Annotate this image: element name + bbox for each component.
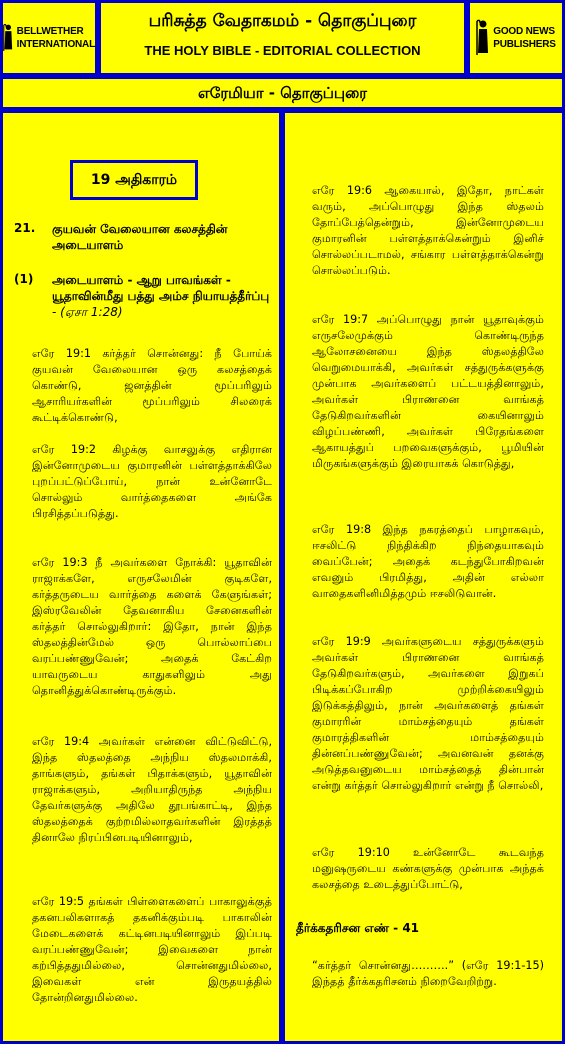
subsection-title	[52, 272, 272, 320]
verse-paragraph: எரே 19:6 ஆகையால், இதோ, நாட்கள் வரும், அப்பொழுது இந்த ஸ்தலம் தோப்பேத்தென்றும், இன்னோமுடைய குமாரனின் பள்ளத்தாக்கென்றும் இனிச் சொல்லப்படாமல், சங்கார பள்ளத்தாக்கென்று சொல்லப்படும்.	[312, 184, 544, 277]
book-title-strip	[0, 76, 565, 110]
logo-line-1: BELLWETHER	[16, 26, 84, 37]
verse-paragraph: எரே 19:7 அப்பொழுது நான் யூதாவுக்கும் எருசலேமுக்கும் கொண்டிருந்த ஆலோசனையை இந்த ஸ்தலத்திலே வெறுமையாக்கி, அவர்கள் சத்துருக்களுக்கு முன்பாக அவர்களைப் பட்டயத்தினாலும், அவர்கள் பிராணனை வாங்கத் தேடுகிறவர்களின் கையினாலும் விழப்பண்ணி, அவர்கள் பிரேதங்களை ஆகாயத்துப் பறவைகளுக்கும், பூமியின் மிருகங்களுக்கும் இரையாகக் கொடுத்து,	[312, 313, 544, 470]
subsection-number: (1)	[14, 272, 34, 286]
chapter-label: 19 அதிகாரம்	[70, 160, 198, 200]
header-title-english: THE HOLY BIBLE - EDITORIAL COLLECTION	[144, 43, 421, 58]
verse-paragraph: எரே 19:5 தங்கள் பிள்ளைகளைப் பாகாலுக்குத் தகனபலிகளாகத் தகனிக்கும்படி பாகாலின் மேடைகளைக் கட்டினபடியினாலும் இப்படி வரப்பண்ணுவேன்; இவைகளை நான் கற்பித்ததுமில்லை, சொன்னதுமில்லை, இவைகள் என் இருதயத்தில் தோன்றினதுமில்லை.	[32, 895, 272, 1004]
header-title-tamil: பரிசுத்த வேதாகமம் - தொகுப்புரை	[148, 11, 417, 31]
prophecy-text: “கர்த்தர் சொன்னது……….” (எரே 19:1-15) இந்தத் தீர்க்கதரிசனம் நிறைவேறிற்று.	[312, 959, 544, 988]
shepherd-logo-icon	[3, 19, 14, 57]
verse-paragraph: எரே 19:9 அவர்களுடைய சத்துருக்களும் அவர்கள் பிராணனை வாங்கத் தேடுகிறவர்களும், அவர்களை இறுகப் பிடிக்கப்போகிற முற்றிக்கையிலும் இடுக்கத்திலும், நான் அவர்களைத் தங்கள் குமாரரின் மாம்சத்தையும் தங்கள் குமாரத்திகளின் மாம்சத்தையும் தின்னப்பண்ணுவேன்; அவனவன் தனக்கு அடுத்தவனுடைய மாம்சத்தைத் தின்பான் என்று கர்த்தர் சொல்லுகிறார் என்று நீ சொல்லி,	[312, 635, 544, 792]
verse-paragraph: எரே 19:3 நீ அவர்களை நோக்கி: யூதாவின் ராஜாக்களே, எருசலேமின் குடிகளே, கர்த்தருடைய வார்த்தை களைக் கேளுங்கள்; இஸ்ரவேலின் தேவனாகிய சேனைகளின் கர்த்தர் சொல்லுகிறார்: இதோ, நான் இந்த ஸ்தலத்தின்மேல் ஒரு பொல்லாப்பை வரப்பண்ணுவேன்; அதைக் கேட்கிற யாவருடைய காதுகளிலும் அது தொனித்துக்கொண்டிருக்கும்.	[32, 556, 272, 697]
verse-paragraph: எரே 19:8 இந்த நகரத்தைப் பாழாகவும், ஈசலிட்டு நிந்திக்கிற நிந்தையாகவும் வைப்பேன்; அதைக் கடந்துபோகிறவன் எவனும் பிரமித்து, அதின் எல்லா வாதைகளினிமித்தமும் ஈசலிடுவான்.	[312, 523, 544, 600]
verse-paragraph: எரே 19:4 அவர்கள் என்னை விட்டுவிட்டு, இந்த ஸ்தலத்தை அந்நிய ஸ்தலமாக்கி, தாங்களும், தங்கள் பிதாக்களும், யூதாவின் ராஜாக்களும், அறியாதிருந்த அந்நிய தேவர்களுக்கு அதிலே தூபங்காட்டி, இந்த ஸ்தலத்தைக் குற்றமில்லாதவர்களின் இரத்தத் தினாலே நிரப்பினபடியினாலும்,	[32, 735, 272, 844]
subsection-ref: - (ஏசா 1:28)	[52, 305, 123, 319]
header-title-box	[98, 0, 467, 76]
shepherd-logo-icon	[476, 19, 490, 57]
logo-line-2: INTERNATIONAL	[16, 39, 95, 50]
section-title: குயவன் வேலையான கலசத்தின் அடையாளம்	[52, 222, 228, 252]
logo-line-1: GOOD NEWS	[493, 26, 555, 37]
book-title: எரேமியா - தொகுப்புரை	[197, 84, 368, 102]
verse-paragraph: எரே 19:10 உன்னோடே கூடவந்த மனுஷருடைய கண்களுக்கு முன்பாக அந்தக் கலசத்தை உடைத்துப்போட்டு,	[312, 846, 544, 891]
verse-paragraph: எரே 19:1 கர்த்தர் சொன்னது: நீ போய்க் குயவன் வேலையான ஒரு கலசத்தைக் கொண்டு, ஜனத்தின் மூப்பரிலும் ஆசாரியர்களின் மூப்பரிலும் சிலரைக் கூட்டிக்கொண்டு,	[32, 347, 272, 424]
prophecy-label: தீர்க்கதரிசன எண் - 41	[296, 921, 420, 935]
good-news-logo	[467, 0, 565, 76]
verse-paragraph: எரே 19:2 கிழக்கு வாசலுக்கு எதிரான இன்னோமுடைய குமாரனின் பள்ளத்தாக்கிலே புறப்பட்டுப்போய், நான் உன்னோடே சொல்லும் வார்த்தைகளை அங்கே பிரசித்தப்படுத்து.	[32, 443, 272, 520]
logo-line-2: PUBLISHERS	[493, 39, 556, 50]
section-number: 21.	[14, 221, 36, 235]
subsection-title-text: அடையாளம் - ஆறு பாவங்கள் - யூதாவின்மீது பத்து அம்ச நியாயத்தீர்ப்பு	[52, 273, 270, 303]
bellwether-logo	[0, 0, 98, 76]
